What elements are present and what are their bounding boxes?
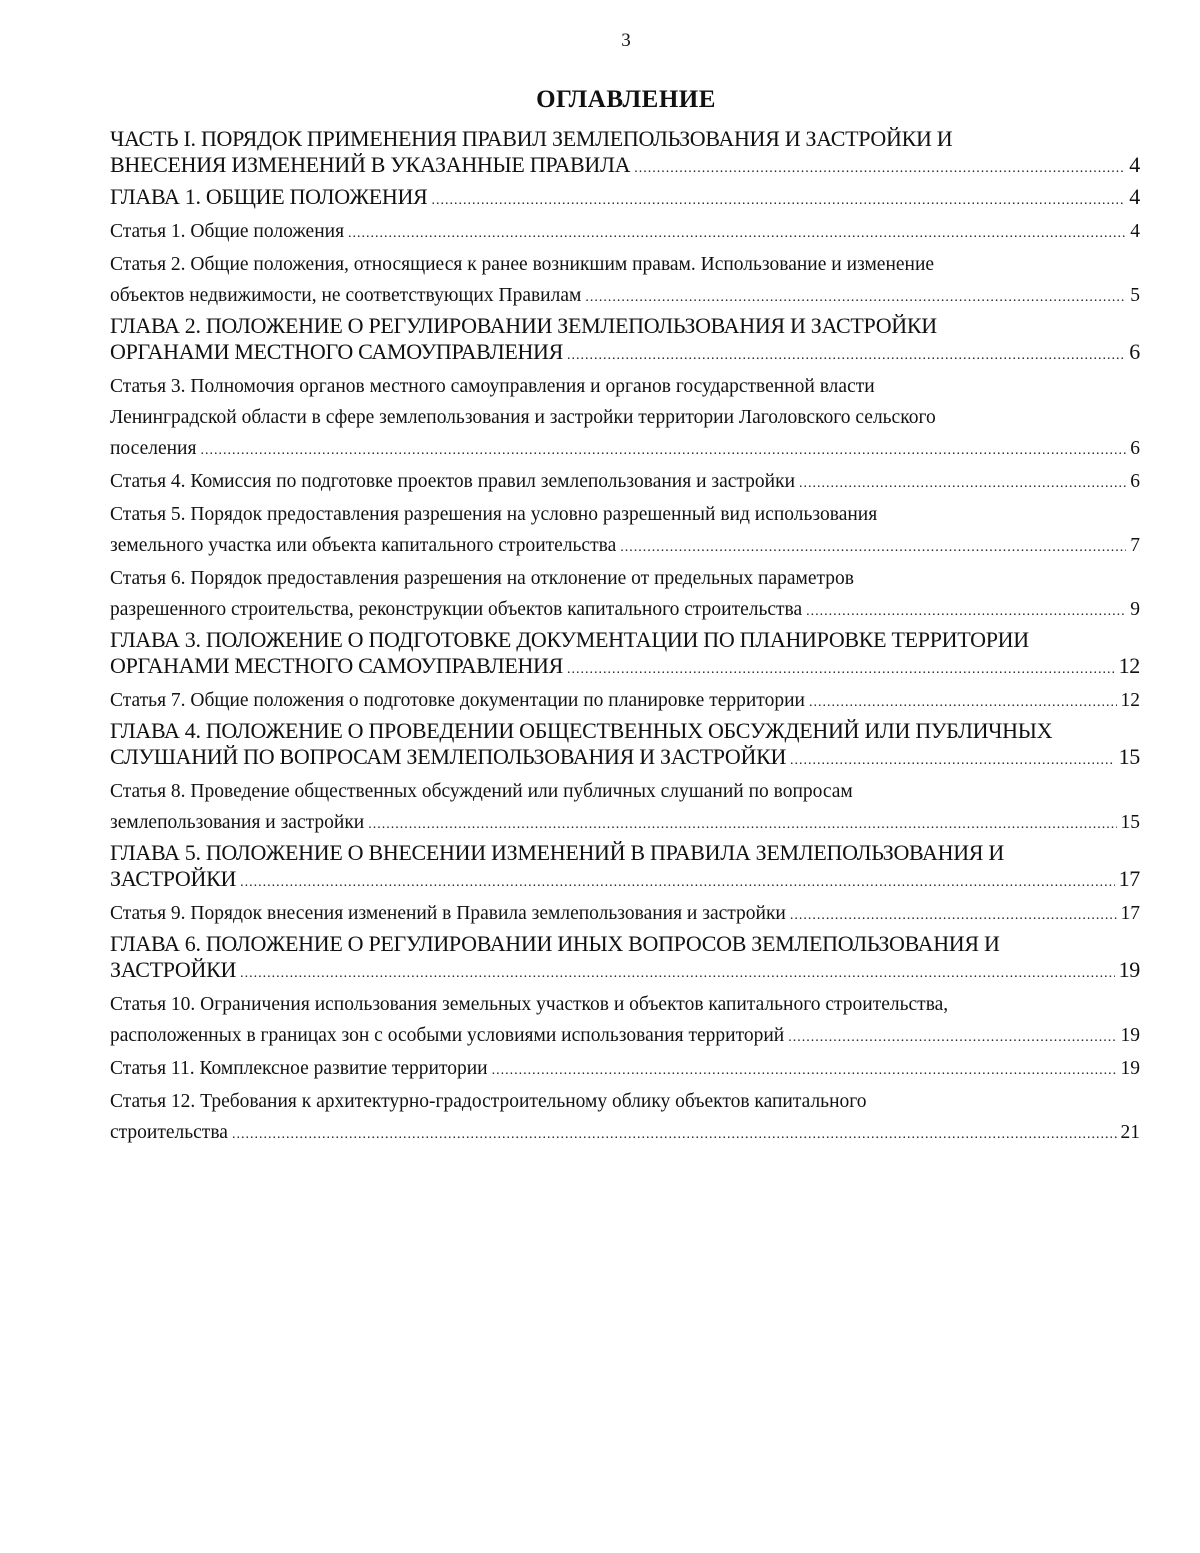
- toc-title: ОГЛАВЛЕНИЕ: [536, 86, 716, 113]
- toc-entry-text: ГЛАВА 6. ПОЛОЖЕНИЕ О РЕГУЛИРОВАНИИ ИНЫХ ВОПРОСОВ ЗЕМЛЕПОЛЬЗОВАНИЯ И: [110, 931, 1000, 956]
- dot-leader: [809, 687, 1117, 718]
- dot-leader: [348, 218, 1126, 249]
- toc-page-number: 4: [1129, 152, 1140, 177]
- dot-leader: [567, 343, 1125, 369]
- table-of-contents: [110, 126, 1140, 1150]
- toc-entry-text: ОРГАНАМИ МЕСТНОГО САМОУПРАВЛЕНИЯ: [110, 653, 564, 678]
- toc-entry-article[interactable]: [110, 466, 1140, 499]
- toc-entry-text: строительства: [110, 1122, 228, 1143]
- toc-entry-text: Статья 1. Общие положения: [110, 221, 345, 242]
- toc-entry-text: СЛУШАНИЙ ПО ВОПРОСАМ ЗЕМЛЕПОЛЬЗОВАНИЯ И ЗАСТРОЙКИ: [110, 744, 787, 769]
- toc-entry-chapter[interactable]: [110, 184, 1140, 214]
- toc-entry-article[interactable]: [110, 776, 1140, 840]
- toc-page-number: 15: [1118, 744, 1140, 769]
- dot-leader: [240, 870, 1115, 896]
- toc-entry-text: Статья 11. Комплексное развитие территории: [110, 1058, 488, 1079]
- toc-entry-text: ГЛАВА 2. ПОЛОЖЕНИЕ О РЕГУЛИРОВАНИИ ЗЕМЛЕПОЛЬЗОВАНИЯ И ЗАСТРОЙКИ: [110, 313, 937, 338]
- toc-page-number: 19: [1120, 1025, 1140, 1046]
- toc-entry-text: Статья 3. Полномочия органов местного самоуправления и органов государственной власти: [110, 376, 875, 397]
- dot-leader: [431, 188, 1125, 214]
- toc-entry-text: ГЛАВА 1. ОБЩИЕ ПОЛОЖЕНИЯ: [110, 184, 428, 209]
- dot-leader: [585, 282, 1126, 313]
- toc-entry-article[interactable]: [110, 499, 1140, 563]
- toc-page-number: 12: [1120, 690, 1140, 711]
- toc-entry-text: поселения: [110, 438, 197, 459]
- toc-page-number: 4: [1129, 184, 1140, 209]
- page-number: 3: [621, 30, 631, 51]
- toc-page-number: 17: [1118, 866, 1140, 891]
- dot-leader: [634, 156, 1125, 182]
- toc-entry-text: ГЛАВА 5. ПОЛОЖЕНИЕ О ВНЕСЕНИИ ИЗМЕНЕНИЙ В ПРАВИЛА ЗЕМЛЕПОЛЬЗОВАНИЯ И: [110, 840, 1004, 865]
- toc-entry-text: Статья 4. Комиссия по подготовке проектов правил землепользования и застройки: [110, 471, 796, 492]
- toc-entry-chapter[interactable]: [110, 931, 1140, 987]
- dot-leader: [620, 532, 1126, 563]
- toc-page-number: 15: [1120, 812, 1140, 833]
- toc-entry-text: Статья 7. Общие положения о подготовке документации по планировке территории: [110, 690, 805, 711]
- toc-entry-text: Статья 5. Порядок предоставления разрешения на условно разрешенный вид использования: [110, 504, 878, 525]
- toc-entry-text: Статья 9. Порядок внесения изменений в Правила землепользования и застройки: [110, 903, 786, 924]
- dot-leader: [806, 596, 1126, 627]
- toc-entry-text: Статья 8. Проведение общественных обсуждений или публичных слушаний по вопросам: [110, 781, 853, 802]
- toc-entry-chapter[interactable]: [110, 627, 1140, 683]
- dot-leader: [492, 1055, 1117, 1086]
- toc-entry-text: Статья 10. Ограничения использования земельных участков и объектов капитального строительства,: [110, 994, 949, 1015]
- toc-entry-text: разрешенного строительства, реконструкции объектов капитального строительства: [110, 599, 803, 620]
- toc-page-number: 19: [1118, 957, 1140, 982]
- toc-entry-article[interactable]: [110, 1053, 1140, 1086]
- toc-entry-chapter[interactable]: [110, 840, 1140, 896]
- toc-entry-article[interactable]: [110, 249, 1140, 313]
- dot-leader: [200, 435, 1126, 466]
- toc-entry-article[interactable]: [110, 685, 1140, 718]
- dot-leader: [232, 1119, 1117, 1150]
- toc-page-number: 21: [1120, 1122, 1140, 1143]
- toc-entry-article[interactable]: [110, 1086, 1140, 1150]
- toc-entry-part[interactable]: [110, 126, 1140, 182]
- toc-entry-article[interactable]: [110, 898, 1140, 931]
- dot-leader: [240, 961, 1115, 987]
- toc-entry-article[interactable]: [110, 371, 1140, 466]
- toc-page-number: 6: [1129, 339, 1140, 364]
- toc-entry-chapter[interactable]: [110, 718, 1140, 774]
- toc-page-number: 4: [1130, 221, 1140, 242]
- dot-leader: [790, 748, 1115, 774]
- dot-leader: [799, 468, 1126, 499]
- toc-entry-text: объектов недвижимости, не соответствующих Правилам: [110, 285, 582, 306]
- toc-page-number: 6: [1130, 471, 1140, 492]
- dot-leader: [567, 657, 1115, 683]
- toc-entry-chapter[interactable]: [110, 313, 1140, 369]
- toc-entry-text: ЧАСТЬ I. ПОРЯДОК ПРИМЕНЕНИЯ ПРАВИЛ ЗЕМЛЕПОЛЬЗОВАНИЯ И ЗАСТРОЙКИ И: [110, 126, 953, 151]
- toc-page-number: 6: [1130, 438, 1140, 459]
- toc-page-number: 17: [1120, 903, 1140, 924]
- toc-entry-text: ЗАСТРОЙКИ: [110, 957, 237, 982]
- toc-page-number: 9: [1130, 599, 1140, 620]
- toc-page-number: 19: [1120, 1058, 1140, 1079]
- toc-page-number: 5: [1130, 285, 1140, 306]
- toc-entry-text: ОРГАНАМИ МЕСТНОГО САМОУПРАВЛЕНИЯ: [110, 339, 564, 364]
- toc-entry-text: ГЛАВА 3. ПОЛОЖЕНИЕ О ПОДГОТОВКЕ ДОКУМЕНТАЦИИ ПО ПЛАНИРОВКЕ ТЕРРИТОРИИ: [110, 627, 1029, 652]
- dot-leader: [368, 809, 1116, 840]
- toc-entry-text: Статья 6. Порядок предоставления разрешения на отклонение от предельных параметров: [110, 568, 854, 589]
- toc-entry-text: ВНЕСЕНИЯ ИЗМЕНЕНИЙ В УКАЗАННЫЕ ПРАВИЛА: [110, 152, 631, 177]
- toc-entry-article[interactable]: [110, 989, 1140, 1053]
- toc-entry-article[interactable]: [110, 563, 1140, 627]
- dot-leader: [790, 900, 1117, 931]
- toc-entry-text: ГЛАВА 4. ПОЛОЖЕНИЕ О ПРОВЕДЕНИИ ОБЩЕСТВЕННЫХ ОБСУЖДЕНИЙ ИЛИ ПУБЛИЧНЫХ: [110, 718, 1053, 743]
- dot-leader: [788, 1022, 1116, 1053]
- toc-entry-text: землепользования и застройки: [110, 812, 365, 833]
- toc-entry-text: ЗАСТРОЙКИ: [110, 866, 237, 891]
- toc-entry-text: Статья 12. Требования к архитектурно-градостроительному облику объектов капитального: [110, 1091, 867, 1112]
- toc-page-number: 7: [1130, 535, 1140, 556]
- toc-entry-text: Статья 2. Общие положения, относящиеся к ранее возникшим правам. Использование и изменение: [110, 254, 935, 275]
- toc-entry-article[interactable]: [110, 216, 1140, 249]
- toc-entry-text: Ленинградской области в сфере землепользования и застройки территории Лаголовского сельского: [110, 407, 936, 428]
- toc-page-number: 12: [1118, 653, 1140, 678]
- toc-entry-text: земельного участка или объекта капитального строительства: [110, 535, 617, 556]
- toc-entry-text: расположенных в границах зон с особыми условиями использования территорий: [110, 1025, 785, 1046]
